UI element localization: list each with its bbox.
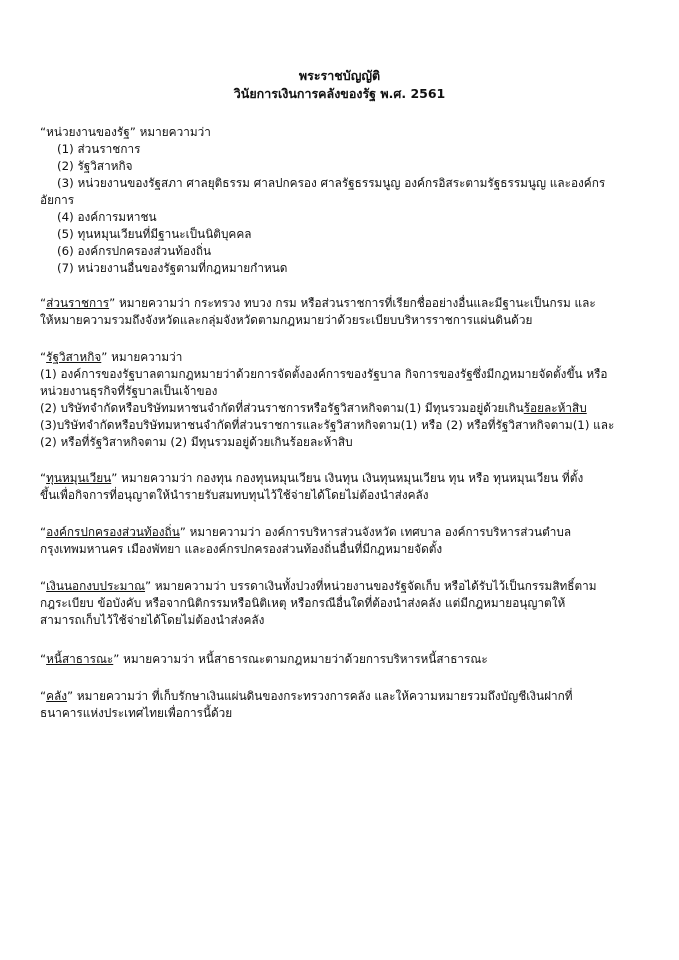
act-subtitle: วินัยการเงินการคลังของรัฐ พ.ศ. 2561 <box>233 86 446 101</box>
term-treasury: คลัง <box>46 689 68 703</box>
term-agency: หน่วยงานของรัฐ <box>46 125 130 139</box>
definition-local-gov-line2: กรุงเทพมหานคร เมืองพัทยา และองค์กรปกครองส่วนท้องถิ่นอื่นที่มีกฎหมายจัดตั้ง <box>40 542 443 556</box>
term-local-gov: องค์กรปกครองส่วนท้องถิ่น <box>46 525 180 539</box>
agency-item-3: (3) หน่วยงานของรัฐสภา ศาลยุติธรรม ศาลปกครอง ศาลรัฐธรรมนูญ องค์กรอิสระตามรัฐธรรมนูญ และองค์กร <box>57 176 606 190</box>
definition-treasury: “คลัง” หมายความว่า ที่เก็บรักษาเงินแผ่นดินของกระทรวงการคลัง และให้ความหมายรวมถึงบัญชีเงินฝากที่ <box>40 689 573 703</box>
agency-item-5: (5) ทุนหมุนเวียนที่มีฐานะเป็นนิติบุคคล <box>57 227 252 241</box>
definition-agency-heading: “หน่วยงานของรัฐ” หมายความว่า <box>40 125 211 139</box>
definition-soe-heading: “รัฐวิสาหกิจ” หมายความว่า <box>40 350 183 364</box>
definition-public-debt: “หนี้สาธารณะ” หมายความว่า หนี้สาธารณะตามกฎหมายว่าด้วยการบริหารหนี้สาธารณะ <box>40 652 488 666</box>
definition-off-budget: “เงินนอกงบประมาณ” หมายความว่า บรรดาเงินทั้งปวงที่หน่วยงานของรัฐจัดเก็บ หรือได้รับไว้เป็นกรรมสิทธิ์ตาม <box>40 579 597 593</box>
term-soe: รัฐวิสาหกิจ <box>46 350 102 364</box>
definition-gov-unit-line2: ให้หมายความรวมถึงจังหวัดและกลุ่มจังหวัดตามกฎหมายว่าด้วยระเบียบบริหารราชการแผ่นดินด้วย <box>40 313 533 327</box>
soe-clause-2-underlined: ร้อยละห้าสิบ <box>523 401 587 415</box>
term-public-debt: หนี้สาธารณะ <box>46 652 114 666</box>
definition-local-gov: “องค์กรปกครองส่วนท้องถิ่น” หมายความว่า องค์การบริหารส่วนจังหวัด เทศบาล องค์การบริหารส่วนตำบล <box>40 525 572 539</box>
agency-item-3-continued: อัยการ <box>40 193 75 207</box>
term-gov-unit: ส่วนราชการ <box>46 296 110 310</box>
soe-clause-3: (3)บริษัทจำกัดหรือบริษัทมหาชนจำกัดที่ส่วนราชการและรัฐวิสาหกิจตาม(1) หรือ (2) หรือที่รัฐวิสาหกิจตาม(1) และ <box>40 418 615 432</box>
definition-revolving-fund-line2: ขึ้นเพื่อกิจการที่อนุญาตให้นำรายรับสมทบทุนไว้ใช้จ่ายได้โดยไม่ต้องนำส่งคลัง <box>40 488 429 502</box>
agency-item-7: (7) หน่วยงานอื่นของรัฐตามที่กฎหมายกำหนด <box>57 261 288 275</box>
definition-off-budget-line3: สามารถเก็บไว้ใช้จ่ายได้โดยไม่ต้องนำส่งคลัง <box>40 613 265 627</box>
soe-clause-2: (2) บริษัทจำกัดหรือบริษัทมหาชนจำกัดที่ส่วนราชการหรือรัฐวิสาหกิจตาม(1) มีทุนรวมอยู่ด้วยเกินร้อยละห้าสิบ <box>40 401 587 415</box>
agency-item-1: (1) ส่วนราชการ <box>57 142 141 156</box>
act-title: พระราชบัญญัติ <box>298 68 381 83</box>
agency-item-2: (2) รัฐวิสาหกิจ <box>57 159 133 173</box>
agency-item-4: (4) องค์การมหาชน <box>57 210 157 224</box>
definition-revolving-fund: “ทุนหมุนเวียน” หมายความว่า กองทุน กองทุนหมุนเวียน เงินทุน เงินทุนหมุนเวียน ทุน หรือ ทุนหมุนเวียน ที่ตั้ง <box>40 471 584 485</box>
definition-treasury-line2: ธนาคารแห่งประเทศไทยเพื่อการนี้ด้วย <box>40 706 233 720</box>
term-off-budget: เงินนอกงบประมาณ <box>46 579 146 593</box>
soe-clause-1-continued: หน่วยงานธุรกิจที่รัฐบาลเป็นเจ้าของ <box>40 384 218 398</box>
soe-clause-1: (1) องค์การของรัฐบาลตามกฎหมายว่าด้วยการจัดตั้งองค์การของรัฐบาล กิจการของรัฐซึ่งมีกฎหมายจัดตั้งขึ้น หรือ <box>40 367 608 381</box>
soe-clause-3-continued: (2) หรือที่รัฐวิสาหกิจตาม (2) มีทุนรวมอยู่ด้วยเกินร้อยละห้าสิบ <box>40 435 353 449</box>
term-revolving-fund: ทุนหมุนเวียน <box>46 471 112 485</box>
agency-item-6: (6) องค์กรปกครองส่วนท้องถิ่น <box>57 244 212 258</box>
definition-off-budget-line2: กฎระเบียบ ข้อบังคับ หรือจากนิติกรรมหรือนิติเหตุ หรือกรณีอื่นใดที่ต้องนำส่งคลัง แต่มีกฎหมายอนุญาตให้ <box>40 596 566 610</box>
definition-gov-unit: “ส่วนราชการ” หมายความว่า กระทรวง ทบวง กรม หรือส่วนราชการที่เรียกชื่ออย่างอื่นและมีฐานะเป็นกรม และ <box>40 296 596 310</box>
